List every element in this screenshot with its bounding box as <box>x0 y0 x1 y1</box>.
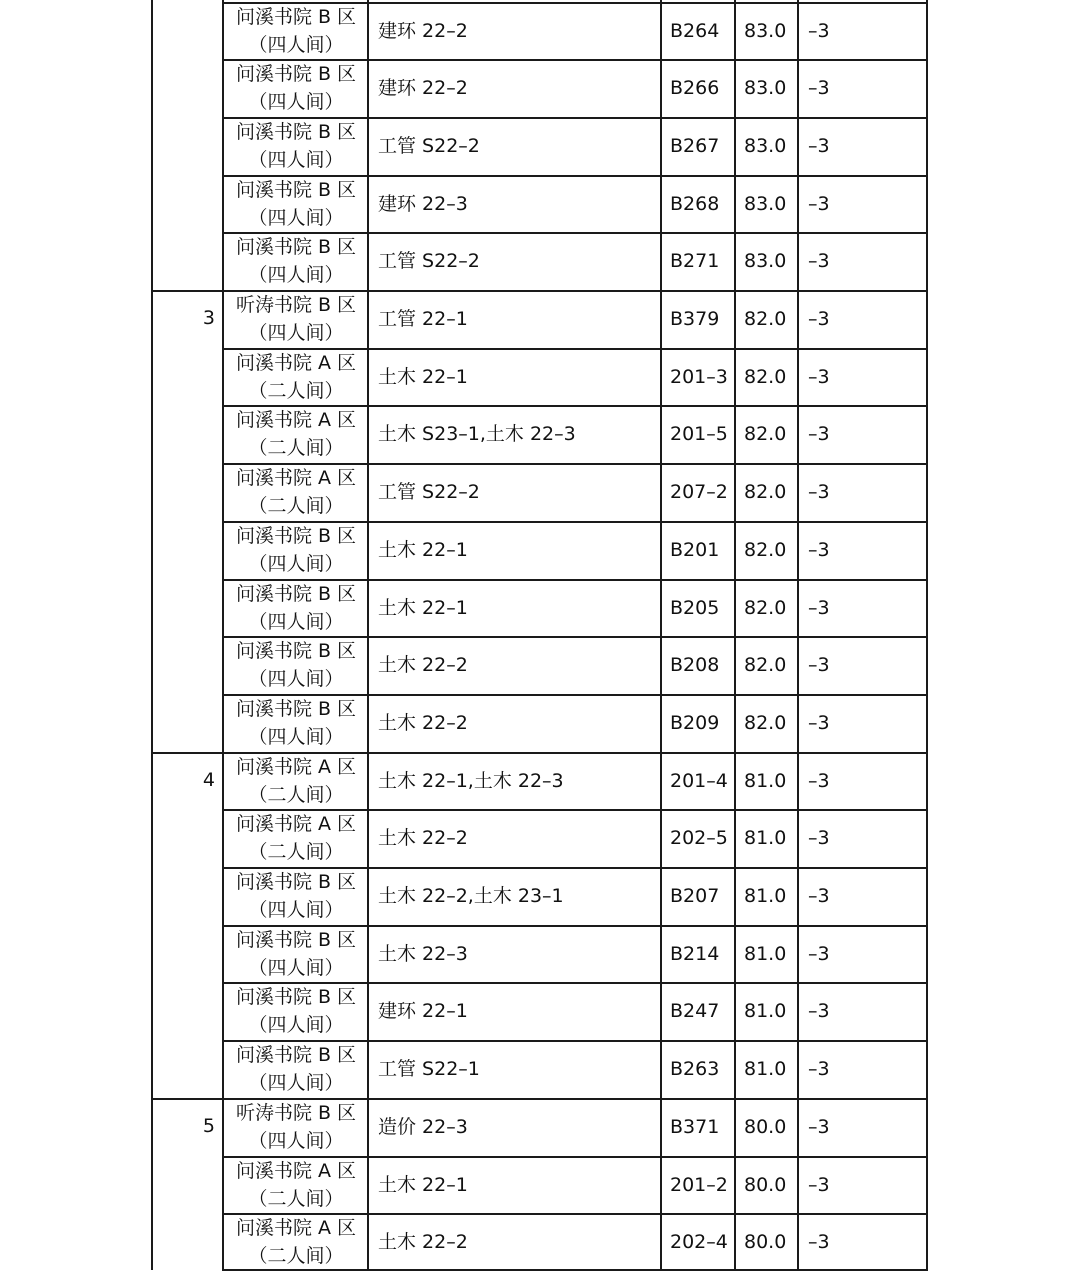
room-cell: B214 <box>670 943 720 965</box>
room-type: （二人间） <box>248 1188 344 1210</box>
building-cell <box>225 118 367 174</box>
building-name: 问溪书院 B 区 <box>235 698 357 720</box>
class-cell: 土木 22–1 <box>378 366 468 388</box>
class-cell: 土木 22–2,土木 23–1 <box>378 885 564 907</box>
score-cell: 83.0 <box>744 193 787 215</box>
room-cell: B268 <box>670 193 720 215</box>
room-type: （四人间） <box>248 1072 344 1094</box>
class-cell: 工管 S22–2 <box>378 481 480 503</box>
building-cell <box>225 637 367 693</box>
building-cell <box>225 464 367 520</box>
change-cell: –3 <box>808 712 830 734</box>
room-cell: 201–3 <box>670 366 728 388</box>
score-cell: 80.0 <box>744 1231 787 1253</box>
room-type: （四人间） <box>248 611 344 633</box>
class-cell: 土木 22–2 <box>378 654 468 676</box>
score-cell: 81.0 <box>744 1000 787 1022</box>
room-type: （四人间） <box>248 1014 344 1036</box>
room-type: （四人间） <box>248 899 344 921</box>
building-name: 问溪书院 A 区 <box>235 1217 357 1239</box>
change-cell: –3 <box>808 597 830 619</box>
table-grid-vertical-line <box>797 0 799 1270</box>
change-cell: –3 <box>808 943 830 965</box>
room-cell: B263 <box>670 1058 720 1080</box>
room-cell: B379 <box>670 308 720 330</box>
room-type: （二人间） <box>248 841 344 863</box>
score-cell: 82.0 <box>744 423 787 445</box>
change-cell: –3 <box>808 885 830 907</box>
change-cell: –3 <box>808 539 830 561</box>
building-cell <box>225 1041 367 1097</box>
score-cell: 81.0 <box>744 1058 787 1080</box>
room-type: （二人间） <box>248 437 344 459</box>
score-cell: 80.0 <box>744 1116 787 1138</box>
room-type: （二人间） <box>248 380 344 402</box>
room-type: （四人间） <box>248 264 344 286</box>
building-name: 问溪书院 B 区 <box>235 1044 357 1066</box>
room-cell: B264 <box>670 20 720 42</box>
change-cell: –3 <box>808 770 830 792</box>
room-cell: 201–5 <box>670 423 728 445</box>
score-cell: 81.0 <box>744 885 787 907</box>
score-cell: 82.0 <box>744 597 787 619</box>
class-cell: 建环 22–3 <box>378 193 468 215</box>
score-cell: 81.0 <box>744 827 787 849</box>
score-cell: 82.0 <box>744 308 787 330</box>
room-cell: B205 <box>670 597 720 619</box>
change-cell: –3 <box>808 193 830 215</box>
building-cell <box>225 983 367 1039</box>
building-name: 问溪书院 B 区 <box>235 179 357 201</box>
change-cell: –3 <box>808 135 830 157</box>
building-name: 问溪书院 B 区 <box>235 6 357 28</box>
room-cell: B201 <box>670 539 720 561</box>
class-cell: 土木 22–1 <box>378 539 468 561</box>
class-cell: 工管 S22–1 <box>378 1058 480 1080</box>
table-grid-vertical-line <box>367 0 369 1270</box>
building-cell <box>225 522 367 578</box>
table-grid-vertical-line <box>660 0 662 1270</box>
change-cell: –3 <box>808 1174 830 1196</box>
change-cell: –3 <box>808 423 830 445</box>
table-grid-vertical-line <box>151 0 153 1270</box>
room-cell: B209 <box>670 712 720 734</box>
class-cell: 建环 22–2 <box>378 20 468 42</box>
building-name: 问溪书院 B 区 <box>235 640 357 662</box>
class-cell: 土木 22–1 <box>378 1174 468 1196</box>
building-cell <box>225 868 367 924</box>
building-name: 问溪书院 A 区 <box>235 756 357 778</box>
room-cell: B207 <box>670 885 720 907</box>
building-name: 听涛书院 B 区 <box>235 1102 357 1124</box>
room-cell: B267 <box>670 135 720 157</box>
class-cell: 土木 22–1 <box>378 597 468 619</box>
change-cell: –3 <box>808 481 830 503</box>
building-cell <box>225 1157 367 1213</box>
change-cell: –3 <box>808 366 830 388</box>
building-cell <box>225 1099 367 1155</box>
room-type: （二人间） <box>248 784 344 806</box>
building-name: 问溪书院 B 区 <box>235 871 357 893</box>
room-type: （二人间） <box>248 1245 344 1267</box>
room-cell: B247 <box>670 1000 720 1022</box>
room-type: （四人间） <box>248 322 344 344</box>
building-name: 问溪书院 A 区 <box>235 813 357 835</box>
score-cell: 80.0 <box>744 1174 787 1196</box>
score-cell: 83.0 <box>744 250 787 272</box>
room-type: （四人间） <box>248 553 344 575</box>
score-cell: 82.0 <box>744 366 787 388</box>
score-cell: 82.0 <box>744 539 787 561</box>
room-cell: 201–4 <box>670 770 728 792</box>
score-cell: 81.0 <box>744 770 787 792</box>
change-cell: –3 <box>808 77 830 99</box>
class-cell: 土木 22–2 <box>378 827 468 849</box>
score-cell: 82.0 <box>744 712 787 734</box>
room-type: （四人间） <box>248 207 344 229</box>
room-type: （四人间） <box>248 957 344 979</box>
building-cell <box>225 233 367 289</box>
class-cell: 土木 22–2 <box>378 712 468 734</box>
building-name: 问溪书院 A 区 <box>235 1160 357 1182</box>
room-type: （四人间） <box>248 34 344 56</box>
building-name: 问溪书院 A 区 <box>235 467 357 489</box>
building-name: 问溪书院 A 区 <box>235 352 357 374</box>
score-cell: 81.0 <box>744 943 787 965</box>
room-cell: 201–2 <box>670 1174 728 1196</box>
class-cell: 工管 22–1 <box>378 308 468 330</box>
room-cell: B266 <box>670 77 720 99</box>
building-name: 问溪书院 B 区 <box>235 929 357 951</box>
building-name: 问溪书院 B 区 <box>235 525 357 547</box>
room-type: （四人间） <box>248 149 344 171</box>
building-cell <box>225 60 367 116</box>
change-cell: –3 <box>808 827 830 849</box>
room-type: （四人间） <box>248 668 344 690</box>
rank-cell: 3 <box>202 307 215 329</box>
change-cell: –3 <box>808 308 830 330</box>
class-cell: 土木 22–1,土木 22–3 <box>378 770 564 792</box>
building-cell <box>225 695 367 751</box>
building-name: 问溪书院 B 区 <box>235 583 357 605</box>
building-name: 问溪书院 B 区 <box>235 63 357 85</box>
room-cell: 202–4 <box>670 1231 728 1253</box>
rank-cell: 5 <box>202 1115 215 1137</box>
change-cell: –3 <box>808 1116 830 1138</box>
change-cell: –3 <box>808 20 830 42</box>
building-cell <box>225 1214 367 1270</box>
class-cell: 土木 S23–1,土木 22–3 <box>378 423 576 445</box>
building-cell <box>225 291 367 347</box>
room-cell: 207–2 <box>670 481 728 503</box>
room-cell: B208 <box>670 654 720 676</box>
class-cell: 建环 22–2 <box>378 77 468 99</box>
room-type: （二人间） <box>248 495 344 517</box>
room-type: （四人间） <box>248 1130 344 1152</box>
building-cell <box>225 176 367 232</box>
class-cell: 土木 22–3 <box>378 943 468 965</box>
class-cell: 建环 22–1 <box>378 1000 468 1022</box>
building-cell <box>225 753 367 809</box>
change-cell: –3 <box>808 1058 830 1080</box>
score-cell: 83.0 <box>744 77 787 99</box>
building-name: 问溪书院 B 区 <box>235 121 357 143</box>
building-name: 问溪书院 B 区 <box>235 986 357 1008</box>
room-cell: B271 <box>670 250 720 272</box>
building-name: 问溪书院 B 区 <box>235 236 357 258</box>
class-cell: 工管 S22–2 <box>378 250 480 272</box>
table-grid-vertical-line <box>222 0 224 1270</box>
change-cell: –3 <box>808 1000 830 1022</box>
score-cell: 83.0 <box>744 20 787 42</box>
class-cell: 土木 22–2 <box>378 1231 468 1253</box>
change-cell: –3 <box>808 250 830 272</box>
room-type: （四人间） <box>248 726 344 748</box>
rank-cell: 4 <box>202 769 215 791</box>
score-cell: 82.0 <box>744 481 787 503</box>
class-cell: 造价 22–3 <box>378 1116 468 1138</box>
change-cell: –3 <box>808 654 830 676</box>
room-cell: 202–5 <box>670 827 728 849</box>
change-cell: –3 <box>808 1231 830 1253</box>
building-cell <box>225 3 367 59</box>
room-type: （四人间） <box>248 91 344 113</box>
building-cell <box>225 926 367 982</box>
score-cell: 83.0 <box>744 135 787 157</box>
class-cell: 工管 S22–2 <box>378 135 480 157</box>
building-cell <box>225 810 367 866</box>
building-name: 听涛书院 B 区 <box>235 294 357 316</box>
table-grid-vertical-line <box>734 0 736 1270</box>
building-cell <box>225 349 367 405</box>
table-grid-vertical-line <box>926 0 928 1270</box>
building-cell <box>225 580 367 636</box>
room-cell: B371 <box>670 1116 720 1138</box>
building-cell <box>225 406 367 462</box>
score-cell: 82.0 <box>744 654 787 676</box>
building-name: 问溪书院 A 区 <box>235 409 357 431</box>
